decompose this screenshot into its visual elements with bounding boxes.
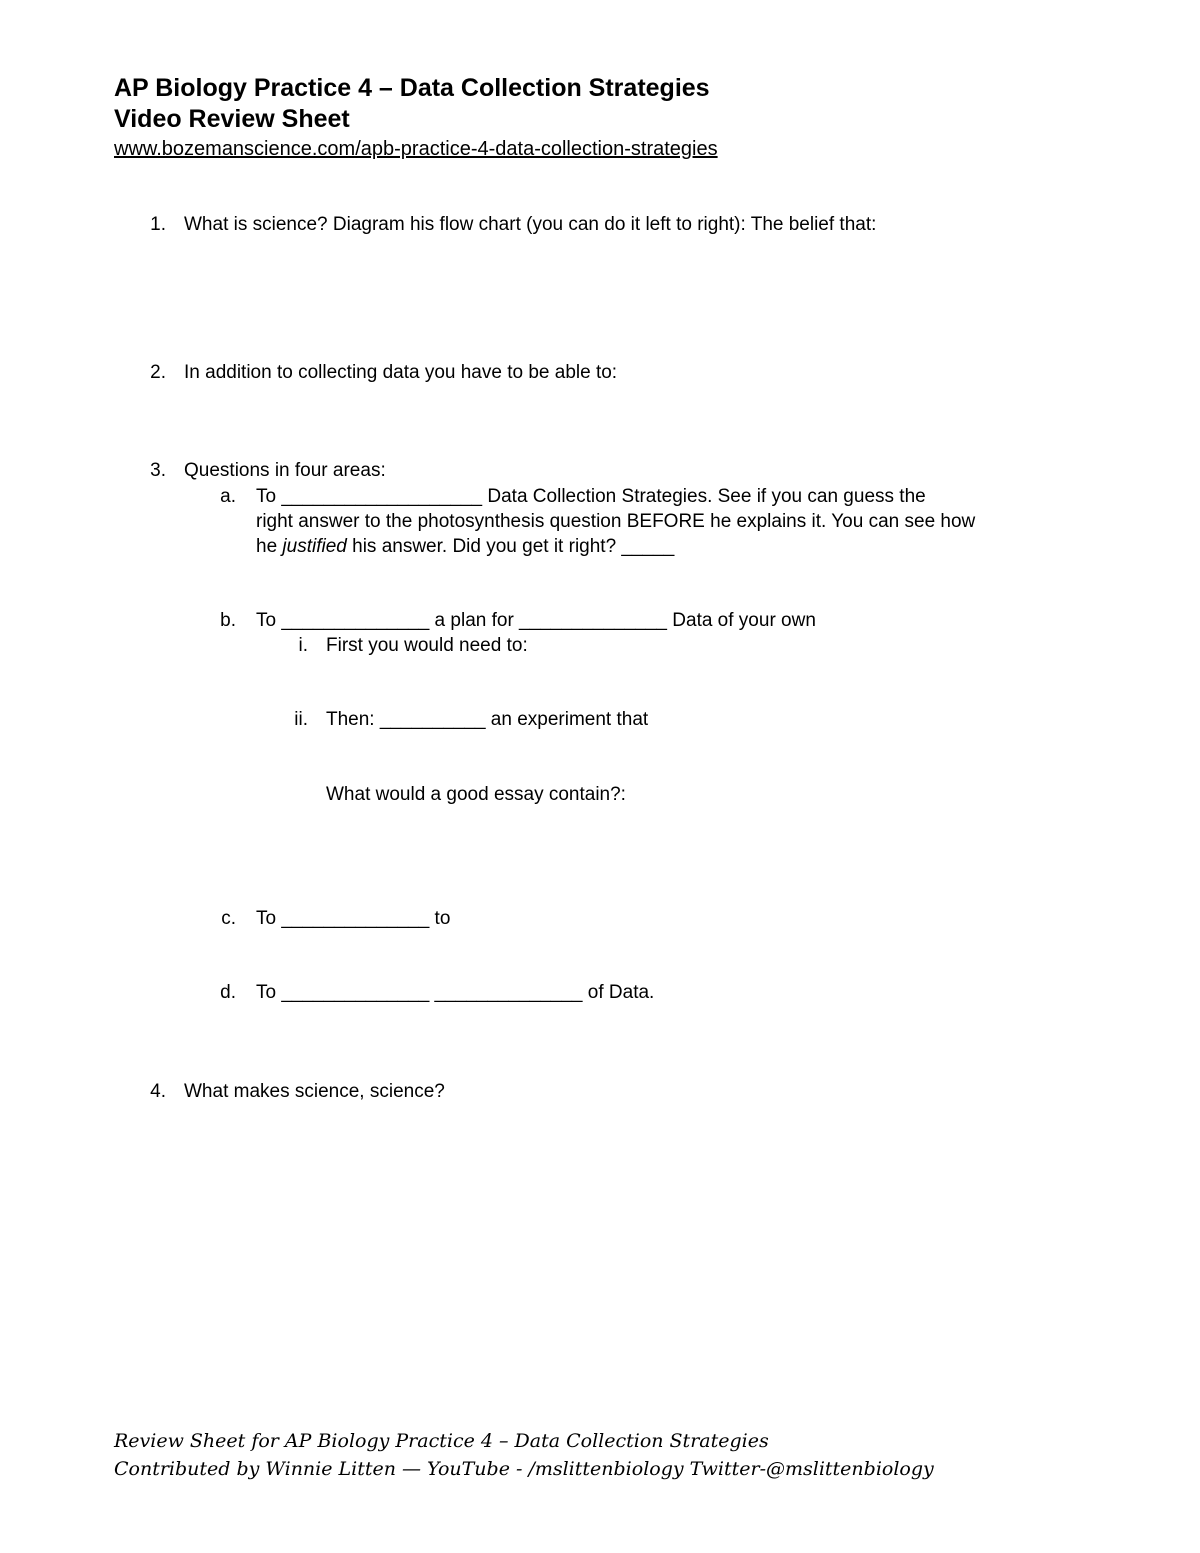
question-3-text: Questions in four areas: [184,460,386,481]
question-1-text: What is science? Diagram his flow chart (you can do it left to right): The belief that: [184,214,877,235]
question-3b-i-text: First you would need to: [326,635,528,656]
question-3d-text: To ______________ ______________ of Data. [256,982,655,1003]
question-3a-line-2: right answer to the photosynthesis question BEFORE he explains it. You can see how [256,511,976,532]
question-3b-text: To ______________ a plan for ______________ Data of your own [256,610,816,631]
question-3a-line-3-prefix: he [256,536,283,557]
question-4-text: What makes science, science? [184,1081,445,1102]
footer-line-1: Review Sheet for AP Biology Practice 4 – Data Collection Strategies [114,1430,769,1452]
question-3c-marker: c. [221,908,236,929]
question-2-number: 2. [150,362,166,383]
question-3-number: 3. [150,460,166,481]
question-3b-ii-marker: ii. [294,709,308,730]
page-title: AP Biology Practice 4 – Data Collection Strategies [114,74,710,102]
question-1-number: 1. [150,214,166,235]
question-3b-i-marker: i. [298,635,308,656]
question-2-text: In addition to collecting data you have to be able to: [184,362,618,383]
question-4-number: 4. [150,1081,166,1102]
footer-line-2: Contributed by Winnie Litten — YouTube - /mslittenbiology Twitter-@mslittenbiology [114,1458,934,1480]
source-link[interactable]: www.bozemanscience.com/apb-practice-4-data-collection-strategies [114,138,718,160]
question-3b-ii-text: Then: __________ an experiment that [326,709,649,730]
question-3b-marker: b. [220,610,236,631]
question-3b-essay-prompt: What would a good essay contain?: [326,784,626,805]
question-3a-emphasis: justified [282,536,347,557]
question-3a-marker: a. [220,486,236,507]
question-3d-marker: d. [220,982,236,1003]
page-subtitle: Video Review Sheet [114,105,350,133]
question-3c-text: To ______________ to [256,908,451,929]
question-3a-line-1: To ___________________ Data Collection Strategies. See if you can guess the [256,486,926,507]
question-3a-line-3 [256,536,674,559]
question-3a-line-3-suffix: his answer. Did you get it right? _____ [346,536,675,557]
